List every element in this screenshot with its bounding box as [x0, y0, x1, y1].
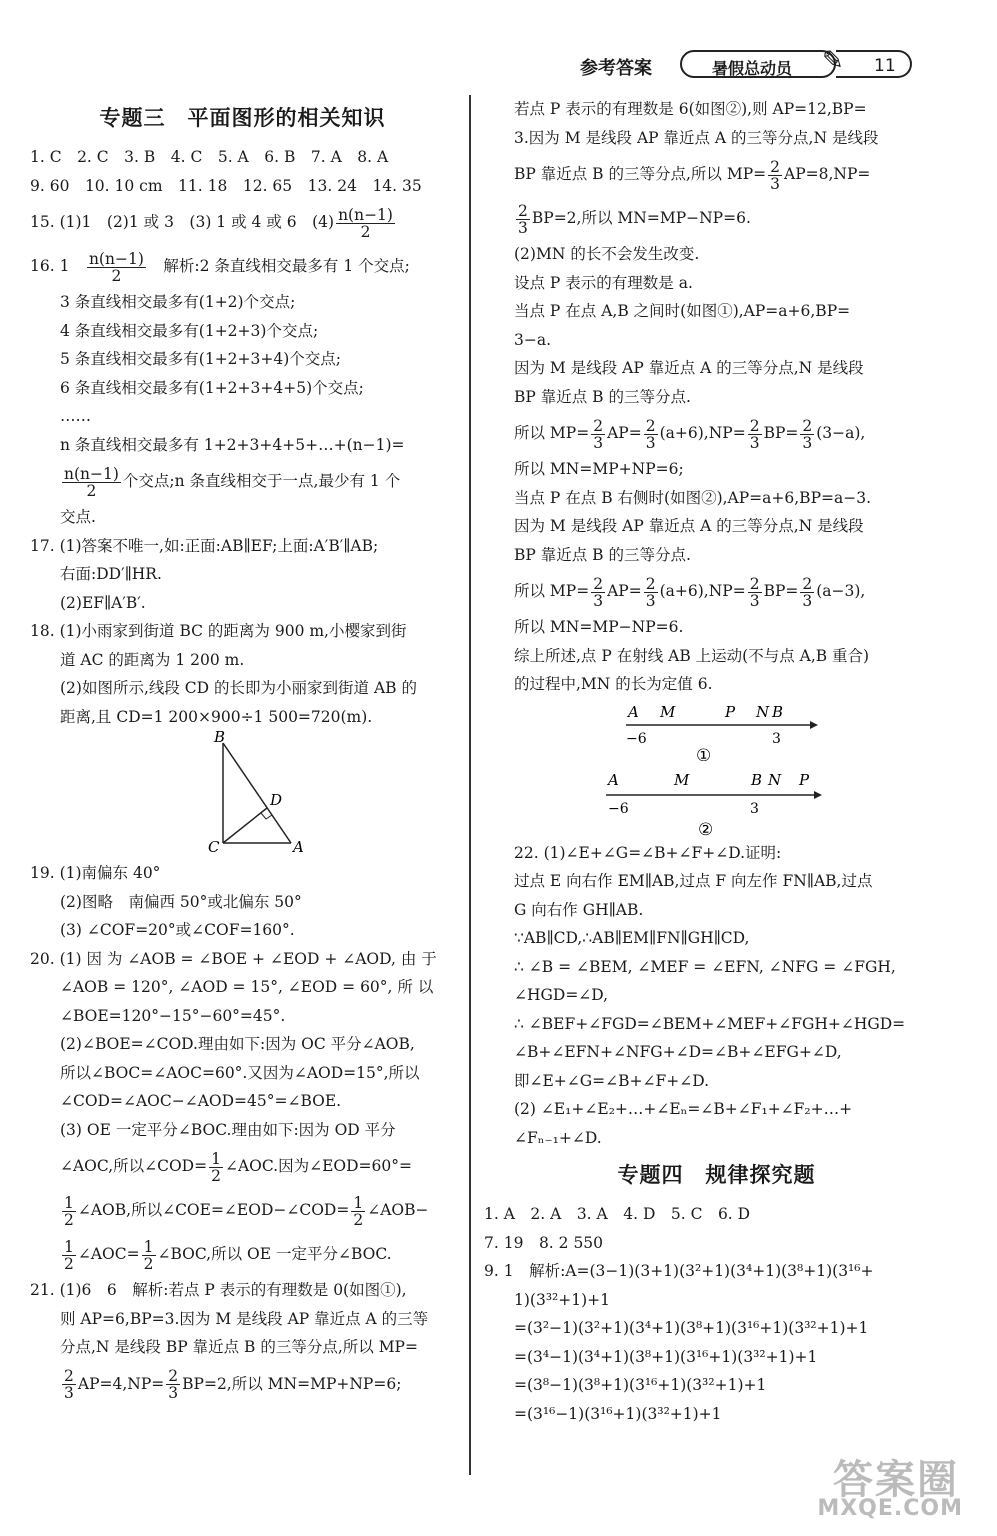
answer-line: [30, 1362, 455, 1406]
fraction: [748, 576, 762, 609]
numerator: n(n−1): [338, 205, 393, 224]
answer-line: =(3⁸−1)(3⁸+1)(3¹⁶+1)(3³²+1)+1: [514, 1376, 767, 1394]
answer-line: 因为 M 是线段 AP 靠近点 A 的三等分点,N 是线段: [514, 359, 864, 377]
answer-line: (2)MN 的长不会发生改变.: [514, 245, 700, 263]
answer-line: 3.因为 M 是线段 AP 靠近点 A 的三等分点,N 是线段: [514, 128, 879, 147]
answer-line: 因为 M 是线段 AP 靠近点 A 的三等分点,N 是线段: [514, 517, 864, 535]
label-A: A: [628, 702, 639, 721]
fraction: [800, 418, 814, 451]
answer-line: 所以 MN=MP+NP=6;: [514, 460, 684, 478]
denominator: 2: [86, 481, 97, 500]
answer-line: ∠BOE=120°−15°−60°=45°.: [60, 1006, 286, 1025]
label-B: B: [772, 702, 784, 721]
segment-CD: [223, 808, 267, 843]
answer-line: 20. (1) 因 为 ∠AOB = ∠BOE + ∠EOD + ∠AOD, 由 于: [30, 949, 437, 968]
page-number: 11: [874, 56, 896, 76]
numerator: 1: [211, 1149, 221, 1168]
answer-line: 交点.: [60, 508, 96, 526]
answer-line: (2)∠BOE=∠COD.理由如下:因为 OC 平分∠AOB,: [60, 1035, 415, 1053]
fraction: [87, 251, 146, 284]
denominator: 2: [64, 1254, 74, 1273]
answer-line: ∠HGD=∠D,: [514, 986, 609, 1004]
denominator: 3: [645, 433, 656, 452]
page-number-box: [836, 50, 912, 78]
answer-line: ∠COD=∠AOC−∠AOD=45°=∠BOE.: [60, 1092, 342, 1110]
text: 解析:2 条直线相交最多有 1 个交点;: [147, 257, 410, 275]
denominator: 2: [360, 222, 371, 241]
answer-line: ∴ ∠B = ∠BEM, ∠MEF = ∠EFN, ∠NFG = ∠FGH,: [514, 957, 896, 976]
answer-line: 5 条直线相交最多有(1+2+3+4)个交点;: [60, 350, 342, 368]
label-N: N: [768, 770, 782, 789]
arrow-icon: [814, 791, 822, 799]
answer-line: ∴ ∠BEF+∠FGD=∠BEM+∠MEF+∠FGH+∠HGD=: [514, 1014, 906, 1033]
answer-line: [30, 1232, 455, 1276]
numerator: 2: [168, 1367, 179, 1385]
label-P: P: [799, 770, 810, 789]
answer-line: [30, 244, 455, 288]
answer-line: [30, 1188, 455, 1232]
answer-line: 17. (1)答案不唯一,如:正面:AB∥EF;上面:A′B′∥AB;: [30, 536, 379, 555]
answer-line: ∠Fₙ₋₁+∠D.: [514, 1128, 602, 1147]
denominator: 3: [802, 433, 813, 452]
text: AP=8,NP=: [784, 165, 871, 183]
text: (a−3),: [816, 582, 866, 600]
figure-caption-1: ①: [696, 745, 712, 761]
text: ∠AOB−: [367, 1201, 429, 1219]
text: AP=: [607, 582, 642, 600]
numerator: 1: [64, 1193, 74, 1212]
denominator: 3: [64, 1384, 74, 1402]
answer-line: 道 AC 的距离为 1 200 m.: [60, 650, 245, 669]
answer-line: 7. 19 8. 2 550: [484, 1233, 604, 1252]
answer-line: [30, 459, 455, 503]
fraction: [591, 418, 605, 451]
answer-line: ……: [60, 407, 91, 425]
label-A: A: [608, 770, 619, 789]
text: AP=: [607, 424, 642, 442]
text: BP=2,所以 MN=MP−NP=6.: [531, 209, 751, 227]
answer-line: 当点 P 在点 A,B 之间时(如图①),AP=a+6,BP=: [514, 302, 851, 320]
denominator: 3: [518, 218, 528, 237]
text: AP=4,NP=: [77, 1374, 165, 1393]
fraction: [62, 1239, 76, 1272]
denominator: 3: [645, 591, 656, 610]
topic3-title: 专题三 平面图形的相关知识: [99, 106, 386, 130]
answer-line: (3) ∠COF=20°或∠COF=160°.: [60, 921, 295, 939]
text: (a+6),NP=: [659, 424, 746, 442]
answer-line: 21. (1)6 6 解析:若点 P 表示的有理数是 0(如图①),: [30, 1281, 407, 1299]
answer-line: 综上所述,点 P 在射线 AB 上运动(不与点 A,B 重合): [514, 646, 870, 665]
denominator: 2: [353, 1210, 364, 1229]
answer-line: 19. (1)南偏东 40°: [30, 864, 161, 882]
text: 所以 MP=: [514, 424, 590, 442]
answer-line: =(3²−1)(3²+1)(3⁴+1)(3⁸+1)(3¹⁶+1)(3³²+1)+1: [514, 1319, 869, 1337]
text: 15. (1)1 (2)1 或 3 (3) 1 或 4 或 6 (4): [30, 213, 335, 231]
text: (3−a),: [816, 424, 866, 442]
answer-line: =(3¹⁶−1)(3¹⁶+1)(3³²+1)+1: [514, 1404, 722, 1423]
text: ∠BOC,所以 OE 一定平分∠BOC.: [157, 1245, 392, 1263]
label-M: M: [660, 702, 676, 721]
answer-line: 当点 P 在点 B 右侧时(如图②),AP=a+6,BP=a−3.: [514, 488, 872, 507]
numerator: n(n−1): [88, 249, 144, 268]
numerator: 2: [645, 574, 656, 593]
answer-line: ∵AB∥CD,∴AB∥EM∥FN∥GH∥CD,: [514, 929, 750, 947]
text: BP=: [763, 424, 799, 442]
label-N: N: [756, 702, 770, 721]
label-D: D: [270, 791, 283, 809]
text: BP=2,所以 MN=MP+NP=6;: [182, 1374, 402, 1393]
label-A: A: [293, 838, 304, 856]
answer-line: 1)(3³²+1)+1: [514, 1290, 610, 1309]
number-line-figure-2: [514, 761, 919, 839]
numerator: 1: [64, 1237, 74, 1256]
answer-line: 则 AP=6,BP=3.因为 M 是线段 AP 靠近点 A 的三等: [60, 1309, 429, 1328]
numerator: 2: [518, 201, 528, 220]
topic4-title: 专题四 规律探究题: [617, 1163, 816, 1187]
tick-minus-6: −6: [626, 730, 647, 747]
answer-line: =(3⁴−1)(3⁴+1)(3⁸+1)(3¹⁶+1)(3³²+1)+1: [514, 1347, 818, 1366]
denominator: 3: [749, 433, 760, 452]
answer-line: 所以∠BOC=∠AOC=60°.又因为∠AOD=15°,所以: [60, 1063, 420, 1082]
text: 个交点;n 条直线相交于一点,最少有 1 个: [122, 472, 401, 490]
answer-line: 即∠E+∠G=∠B+∠F+∠D.: [514, 1071, 710, 1090]
text: ∠AOB,所以∠COE=∠EOD−∠COD=: [77, 1201, 350, 1219]
tick-3: 3: [750, 800, 759, 817]
denominator: 2: [64, 1210, 74, 1229]
answer-line: 右面:DD′∥HR.: [60, 565, 162, 583]
number-line-1: [514, 699, 919, 761]
arrow-icon: [810, 721, 818, 729]
answer-line: 过点 E 向右作 EM∥AB,过点 F 向左作 FN∥AB,过点: [514, 872, 873, 890]
answer-line: [514, 196, 919, 240]
answer-line: [514, 411, 919, 455]
text: 所以 MP=: [514, 582, 590, 600]
answer-line: [514, 152, 919, 196]
denominator: 3: [802, 591, 813, 610]
numerator: 2: [64, 1367, 74, 1385]
text: ∠AOC.因为∠EOD=60°=: [224, 1157, 412, 1175]
numerator: 2: [749, 574, 760, 593]
fraction: [516, 203, 530, 236]
triangle-diagram: [30, 731, 455, 859]
number-line-figure-1: [514, 699, 919, 761]
answer-line: (3) OE 一定平分∠BOC.理由如下:因为 OD 平分: [60, 1120, 396, 1139]
numerator: 1: [143, 1237, 154, 1256]
denominator: 3: [593, 591, 604, 610]
fraction: [644, 418, 658, 451]
answer-line: 1. A 2. A 3. A 4. D 5. C 6. D: [484, 1205, 751, 1223]
figure-caption-2: ②: [698, 819, 714, 839]
numerator: 1: [353, 1193, 364, 1212]
denominator: 3: [168, 1384, 179, 1402]
fraction: [62, 1195, 76, 1228]
numerator: 2: [770, 157, 781, 176]
answer-line: [514, 569, 919, 613]
numerator: 2: [802, 574, 813, 593]
tick-3: 3: [772, 730, 781, 747]
watermark-text: 答案圈: [833, 1457, 959, 1503]
fraction: [166, 1368, 180, 1401]
right-column: [484, 95, 919, 1428]
denominator: 2: [211, 1166, 221, 1185]
answer-line: 6 条直线相交最多有(1+2+3+4+5)个交点;: [60, 378, 364, 397]
fraction: [748, 418, 762, 451]
answer-line: [30, 1144, 455, 1188]
number-line-2: [514, 761, 919, 839]
answer-line: (2)EF∥A′B′.: [60, 593, 146, 612]
answer-line: 所以 MN=MP−NP=6.: [514, 618, 684, 636]
answer-line: 3−a.: [514, 330, 552, 349]
mascot-icon: ✎: [822, 46, 844, 76]
answer-line: 设点 P 表示的有理数是 a.: [514, 273, 693, 292]
text: BP 靠近点 B 的三等分点,所以 MP=: [514, 165, 767, 183]
answer-line: 分点,N 是线段 BP 靠近点 B 的三等分点,所以 MP=: [60, 1338, 418, 1356]
answer-line: 18. (1)小雨家到街道 BC 的距离为 900 m,小樱家到街: [30, 622, 407, 640]
numerator: 2: [593, 574, 604, 593]
text: ∠AOC=: [77, 1245, 140, 1263]
text: 16. 1: [30, 257, 85, 275]
label-M: M: [674, 770, 690, 789]
text: (a+6),NP=: [659, 582, 746, 600]
column-divider: [469, 95, 471, 1475]
label-C: C: [208, 838, 220, 856]
answer-line: BP 靠近点 B 的三等分点.: [514, 545, 691, 564]
fraction: [142, 1239, 156, 1272]
numerator: 2: [749, 416, 760, 435]
answer-line: 9. 1 解析:A=(3−1)(3+1)(3²+1)(3⁴+1)(3⁸+1)(3¹⁶+: [484, 1262, 874, 1280]
text: BP=: [763, 582, 799, 600]
text: ∠AOC,所以∠COD=: [60, 1157, 208, 1175]
label-B: B: [214, 731, 226, 746]
denominator: 3: [593, 433, 604, 452]
answer-line: 4 条直线相交最多有(1+2+3)个交点;: [60, 321, 319, 340]
book-title-badge: [680, 50, 836, 78]
answer-line: (2) ∠E₁+∠E₂+…+∠Eₙ=∠B+∠F₁+∠F₂+…+: [514, 1100, 853, 1118]
left-column: [30, 95, 455, 1406]
fraction: [336, 207, 395, 240]
numerator: n(n−1): [64, 464, 119, 483]
page-header: [0, 48, 997, 88]
answer-line: 若点 P 表示的有理数是 6(如图②),则 AP=12,BP=: [514, 100, 867, 118]
triangle-figure: [30, 731, 455, 859]
answer-line: G 向右作 GH∥AB.: [514, 900, 644, 919]
fraction: [768, 159, 782, 192]
answer-line: [30, 200, 455, 244]
denominator: 2: [143, 1254, 154, 1273]
denominator: 3: [770, 174, 781, 193]
answer-line: 距离,且 CD=1 200×900÷1 500=720(m).: [60, 707, 373, 726]
answer-line: 9. 60 10. 10 cm 11. 18 12. 65 13. 24 14. 35: [30, 176, 422, 195]
answer-line: 22. (1)∠E+∠G=∠B+∠F+∠D.证明:: [514, 843, 782, 862]
numerator: 2: [645, 416, 656, 435]
fraction: [62, 466, 121, 499]
answer-line: 1. C 2. C 3. B 4. C 5. A 6. B 7. A 8. A: [30, 148, 389, 166]
fraction: [351, 1195, 365, 1228]
answer-line: ∠AOB = 120°, ∠AOD = 15°, ∠EOD = 60°, 所 以: [60, 978, 434, 996]
answer-line: (2)图略 南偏西 50°或北偏东 50°: [60, 892, 302, 911]
fraction: [209, 1151, 223, 1184]
denominator: 2: [111, 266, 122, 285]
denominator: 3: [749, 591, 760, 610]
answer-line: n 条直线相交最多有 1+2+3+4+5+…+(n−1)=: [60, 435, 405, 454]
numerator: 2: [593, 416, 604, 435]
answer-line: (2)如图所示,线段 CD 的长即为小丽家到街道 AB 的: [60, 679, 417, 697]
fraction: [62, 1368, 76, 1401]
answer-line: ∠B+∠EFN+∠NFG+∠D=∠B+∠EFG+∠D,: [514, 1043, 842, 1061]
answer-line: 的过程中,MN 的长为定值 6.: [514, 675, 713, 693]
tick-minus-6: −6: [608, 800, 629, 817]
fraction: [800, 576, 814, 609]
label-B: B: [751, 770, 763, 789]
book-title: 暑假总动员: [712, 59, 793, 78]
answers-label: 参考答案: [580, 58, 652, 79]
label-P: P: [725, 702, 736, 721]
watermark-url: MXQE.COM: [817, 1496, 963, 1521]
answer-line: 3 条直线相交最多有(1+2)个交点;: [60, 293, 296, 311]
answer-line: BP 靠近点 B 的三等分点.: [514, 387, 691, 406]
fraction: [591, 576, 605, 609]
fraction: [644, 576, 658, 609]
numerator: 2: [802, 416, 813, 435]
watermark: [799, 1448, 969, 1528]
